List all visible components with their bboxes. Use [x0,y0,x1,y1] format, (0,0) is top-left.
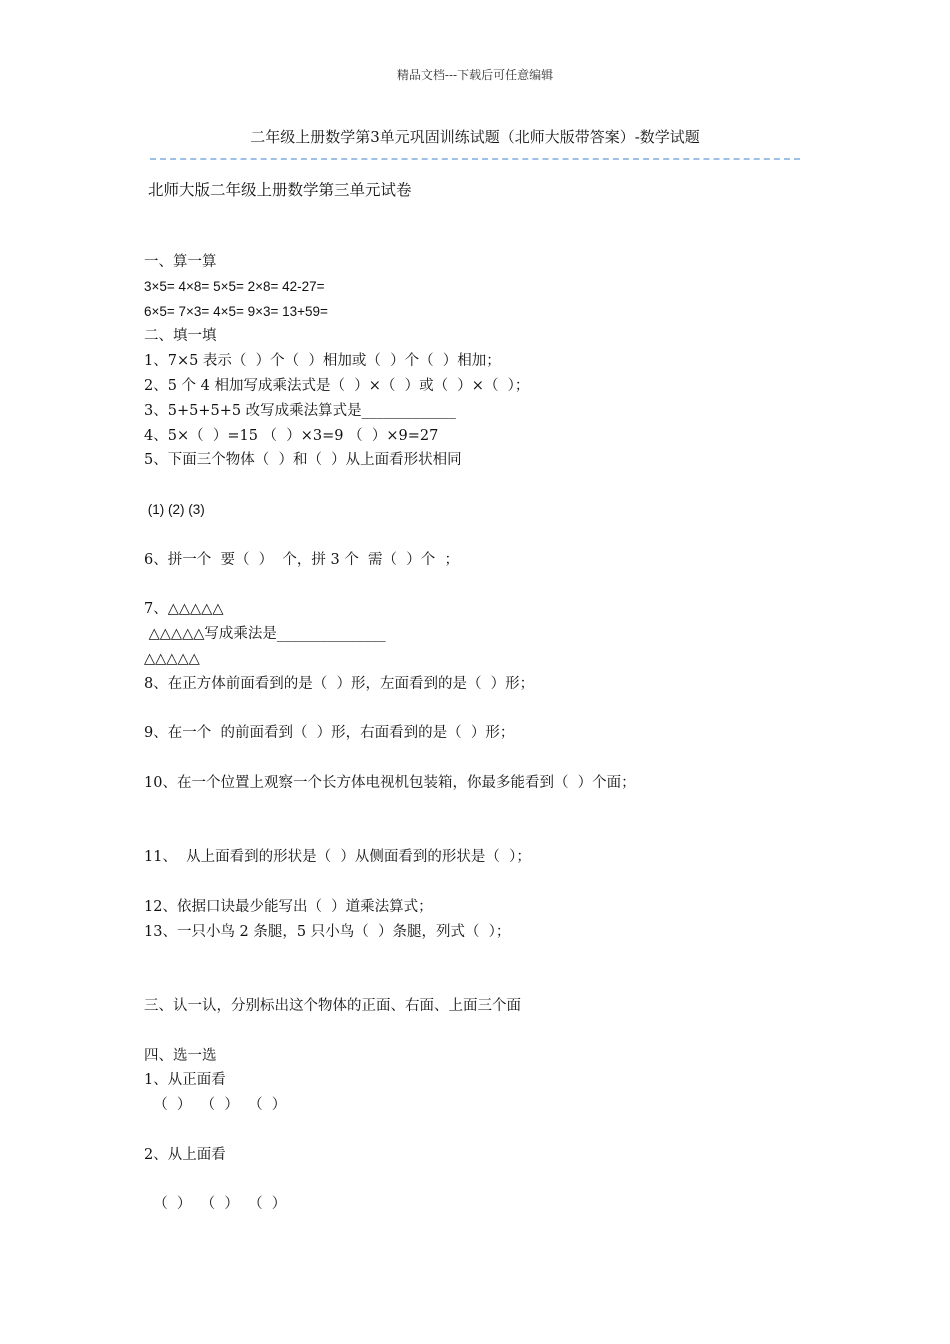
blank-line [144,820,844,845]
question-line: 4、5×（ ）=15 （ ）×3=9 （ ）×9=27 [144,427,439,444]
question-line: △△△△△ [144,650,200,667]
section-heading-3: 三、认一认，分别标出这个物体的正面、右面、上面三个面 [144,997,521,1014]
question-line: 7、△△△△△ [144,601,224,618]
question-line: 2、5 个 4 相加写成乘法式是（ ）×（ ）或（ ）×（ ）； [144,377,530,394]
question-line: 1、7×5 表示（ ）个（ ）相加或（ ）个（ ）相加； [144,353,501,370]
answer-blanks: （ ） （ ） （ ） [144,1097,287,1114]
question-line: 2、从上面看 [144,1146,226,1163]
question-line: 5、下面三个物体（ ）和（ ）从上面看形状相同 [144,452,462,469]
section-heading-1: 一、算一算 [144,254,217,270]
blank-line [144,870,844,895]
document-title: 二年级上册数学第3单元巩固训练试题（北师大版带答案）-数学试题 [250,128,700,146]
question-line: 8、在正方体前面看到的是（ ）形，左面看到的是（ ）形； [144,675,535,692]
blank-line [144,1118,844,1143]
blank-line [144,746,844,771]
section-heading-4: 四、选一选 [144,1047,217,1064]
header-note: 精品文档---下载后可任意编辑 [396,68,554,82]
section-heading-2: 二、填一填 [144,328,217,345]
question-line: 12、依据口诀最少能写出（ ）道乘法算式； [144,898,433,915]
answer-blanks: （ ） （ ） （ ） [144,1196,287,1213]
question-line: 6、拼一个 要（ ） 个，拼 3 个 需（ ）个 ； [144,551,459,568]
exam-subtitle: 北师大版二年级上册数学第三单元试卷 [148,181,412,199]
dashed-divider [150,158,800,160]
question-line: 9、在一个 的前面看到（ ）形，右面看到的是（ ）形； [144,725,515,742]
blank-line [144,944,844,969]
blank-line [144,696,844,721]
blank-line [144,969,844,994]
figure-labels: (1) (2) (3) [144,501,205,517]
exam-body [144,250,844,1217]
question-line: 3、5+5+5+5 改写成乘法算式是_____________ [144,402,456,419]
blank-line [144,473,844,498]
blank-line [144,523,844,548]
blank-line [144,1019,844,1044]
question-line: 11、 从上面看到的形状是（ ）从侧面看到的形状是（ ）； [144,849,531,866]
question-line: 13、一只小鸟 2 条腿，5 只小鸟（ ）条腿，列式（ ）； [144,923,511,940]
question-line: △△△△△写成乘法是_______________ [144,625,386,642]
question-line: 10、在一个位置上观察一个长方体电视机包装箱，你最多能看到（ ）个面； [144,774,636,791]
blank-line [144,1167,844,1192]
calc-row-1: 3×5= 4×8= 5×5= 2×8= 42-27= [144,278,325,294]
question-line: 1、从正面看 [144,1072,226,1089]
blank-line [144,572,844,597]
blank-line [144,796,844,821]
calc-row-2: 6×5= 7×3= 4×5= 9×3= 13+59= [144,303,328,319]
